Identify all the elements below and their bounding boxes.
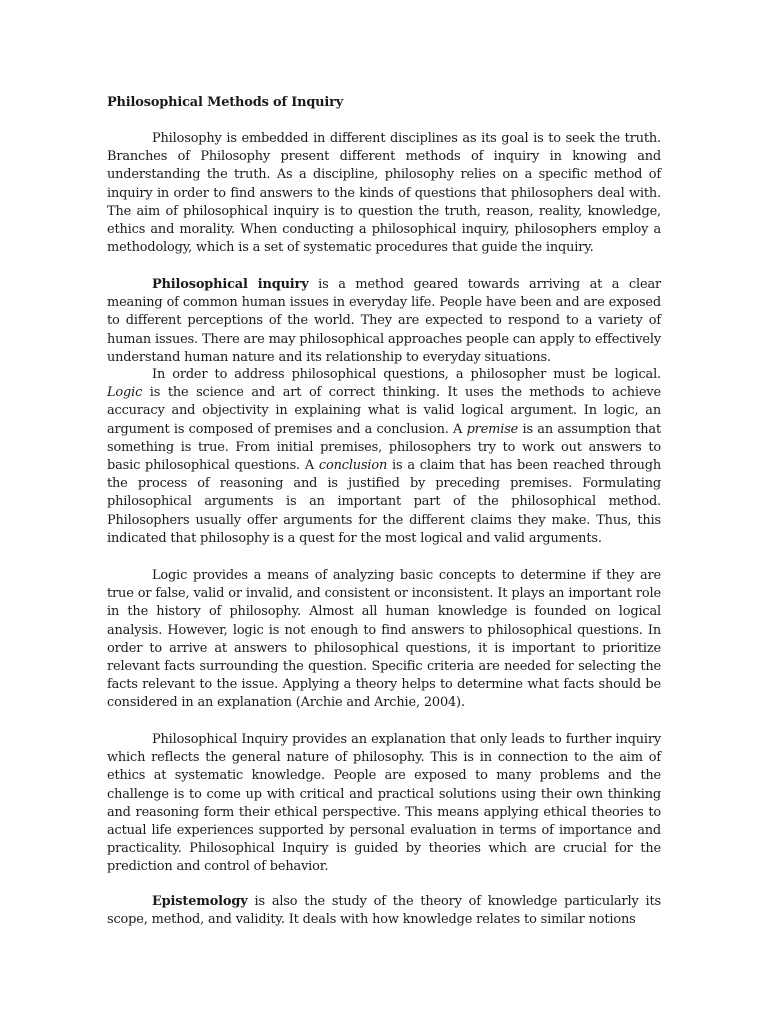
paragraph-text: is an assumption that something is true. From initial premises, philosophers try to work out answers to basic philosophical questions. A (107, 421, 662, 474)
paragraph-logic-analysis (107, 567, 661, 713)
term-logic: Logic (107, 385, 143, 401)
paragraph-text: Philosophy is embedded in different disciplines as its goal is to seek the truth. Branches of Philosophy present different methods of inquiry in knowing and understanding the truth. As a discipline, philosophy relies on a specific method of inquiry in order to find answers to the kinds of questions that philosophers deal with. The aim of philosophical inquiry is to question the truth, reason, reality, knowledge, ethics and morality. When conducting a philosophical inquiry, philosophers employ a methodology, which is a set of systematic procedures that guide the inquiry. (107, 131, 661, 256)
paragraph-intro (107, 130, 661, 257)
term-epistemology: Epistemology (152, 894, 248, 909)
paragraph-text: Philosophical Inquiry provides an explanation that only leads to further inquiry which reflects the general nature of philosophy. This is in connection to the aim of ethics at systematic knowledge. People are exposed to many problems and the challenge is to come up with critical and practical solutions using their own thinking and reasoning form their ethical perspective. This means applying ethical theories to actual life experiences supported by personal evaluation in terms of importance and practicality. Philosophical Inquiry is guided by theories which are crucial for the prediction and control of behavior. (107, 732, 661, 875)
term-premise: premise (466, 421, 519, 437)
document-title: Philosophical Methods of Inquiry (107, 95, 344, 110)
paragraph-text: is a method geared towards arriving at a clear meaning of common human issues in everyday life. People have been and are exposed to different perceptions of the world. They are expected to respond to a variety of human issues. There are may philosophical approaches people can apply to effectively understand human nature and its relationship to everyday situations. (107, 277, 661, 365)
paragraph-logic (107, 366, 661, 548)
term-conclusion: conclusion (318, 458, 388, 474)
paragraph-philosophical-inquiry (107, 276, 661, 367)
paragraph-text: is also the study of the theory of knowledge particularly its scope, method, and validity. It deals with how knowledge relates to similar notions (107, 894, 661, 928)
paragraph-text: Logic provides a means of analyzing basic concepts to determine if they are true or false, valid or invalid, and consistent or inconsistent. It plays an important role in the history of philosophy. Almost all human knowledge is founded on logical analysis. However, logic is not enough to find answers to philosophical questions. In order to arrive at answers to philosophical questions, it is important to prioritize relevant facts surrounding the question. Specific criteria are needed for selecting the facts relevant to the issue. Applying a theory helps to determine what facts should be considered in an explanation (Archie and Archie, 2004). (107, 568, 661, 711)
term-philosophical-inquiry: Philosophical inquiry (152, 277, 309, 292)
paragraph-ethics (107, 731, 661, 877)
paragraph-epistemology (107, 893, 661, 929)
paragraph-text: is a claim that has been reached through the process of reasoning and is justified by preceding premises. Formulating philosophical arguments is an important part of the philosophical method. Philosophers usually offer arguments for the different claims they make. Thus, this indicated that philosophy is a quest for the most logical and valid arguments. (107, 458, 661, 546)
paragraph-text: In order to address philosophical questions, a philosopher must be logical. (152, 367, 661, 382)
paragraph-text: is the science and art of correct thinking. It uses the methods to achieve accuracy and objectivity in explaining what is valid logical argument. In logic, an argument is composed of premises and a conclusion. A (107, 385, 661, 437)
